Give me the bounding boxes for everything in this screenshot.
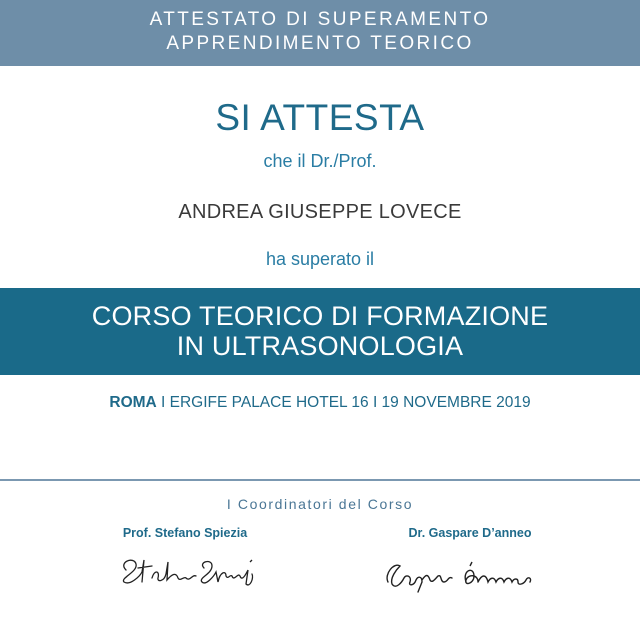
passed-text: ha superato il: [265, 249, 375, 269]
signature-left: [112, 548, 262, 592]
section-divider: [0, 479, 640, 481]
coordinators-title: I Coordinatori del Corso: [226, 496, 414, 512]
venue-city: ROMA: [109, 394, 157, 411]
header-band: [0, 0, 640, 66]
venue-line: [0, 393, 640, 413]
header-title-line1: ATTESTATO DI SUPERAMENTO: [149, 9, 491, 30]
course-title-line1: CORSO TEORICO DI FORMAZIONE: [91, 301, 549, 331]
venue-details: I ERGIFE PALACE HOTEL 16 I 19 NOVEMBRE 2019: [156, 394, 531, 411]
header-title-line2: APPRENDIMENTO TEORICO: [166, 33, 474, 54]
recipient-name: ANDREA GIUSEPPE LOVECE: [178, 201, 462, 223]
coordinator-right-name: Dr. Gaspare D’anneo: [408, 526, 532, 540]
course-title-line2: IN ULTRASONOLOGIA: [176, 331, 464, 361]
signature-right: [378, 552, 538, 596]
attestation-title: SI ATTESTA: [215, 97, 425, 138]
course-band: [0, 288, 640, 375]
coordinator-left-name: Prof. Stefano Spiezia: [122, 526, 248, 540]
attestation-intro: che il Dr./Prof.: [263, 151, 377, 171]
